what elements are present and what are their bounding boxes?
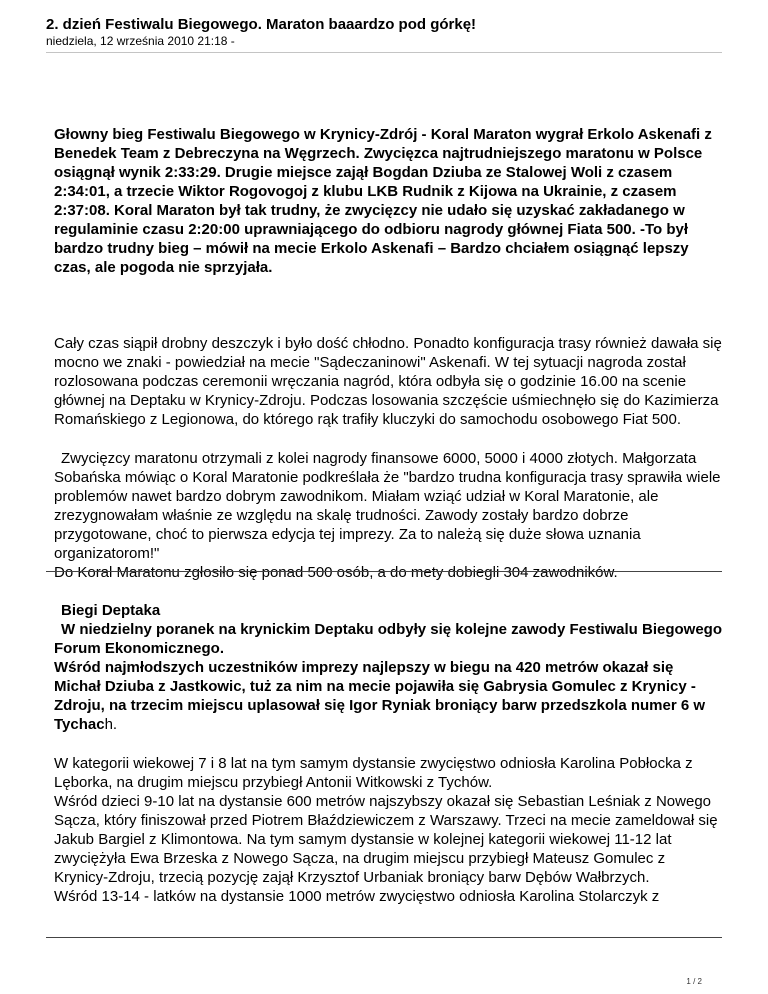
article-paragraph-1: Cały czas siąpił drobny deszczyk i było dość chłodno. Ponadto konfiguracja trasy również dawała się mocno we znaki - powiedział na mecie "Sądeczaninowi" Askenafi. W tej sytuacji nagroda został rozlosowana podczas ceremonii wręczania nagród, która odbyła się o godzinie 16.00 na scenie głównej na Deptaku w Krynicy-Zdroju. Podczas losowania szczęście uśmiechnęło się do Kazimierza Romańskiego z Legionowa, do którego rąk trafiły kluczyki do samochodu osobowego Fiat 500. bbox=[54, 335, 722, 428]
section-intro bbox=[54, 620, 722, 658]
section-intro-text: W niedzielny poranek na krynickim Deptaku odbyły się kolejne zawody Festiwalu Biegowego Forum Ekonomicznego. bbox=[54, 621, 723, 657]
paragraph-2-text: Zwycięzcy maratonu otrzymali z kolei nagrody finansowe 6000, 5000 i 4000 złotych. Małgorzata Sobańska mówiąc o Koral Maratonie podkreślała że "bardzo trudna konfiguracja trasy sprawiła wiele problemów nawet bardzo dobrym zawodnikom. Miałam wziąć udział w Koral Maratonie, ale zrezygnowałam właśnie ze względu na skalę trudności. Zawody zostały bardzo dobrze przygotowane, choć to pierwsza edycja tej imprezy. Za to należą się duże słowa uznania organizatorom!" bbox=[54, 450, 721, 562]
paragraph-2-last-line: Do Koral Maratonu zgłosiło się ponad 500 osób, a do mety dobiegli 304 zawodników. bbox=[54, 564, 618, 581]
footer-divider bbox=[46, 937, 722, 938]
article-body bbox=[54, 125, 722, 582]
document-header bbox=[46, 16, 722, 48]
section-results-youngest bbox=[54, 658, 722, 734]
results-7-8: W kategorii wiekowej 7 i 8 lat na tym samym dystansie zwycięstwo odniosła Karolina Pobłocka z Lęborka, na drugim miejscu przybiegł Antonii Witkowski z Tychów. bbox=[54, 755, 693, 791]
header-divider bbox=[46, 52, 722, 53]
section-divider bbox=[46, 571, 722, 572]
results-youngest-text: Wśród najmłodszych uczestników imprezy najlepszy w biegu na 420 metrów okazał się Michał Dziuba z Jastkowic, tuż za nim na mecie pojawiła się Gabrysia Gomulec z Krynicy -Zdroju, na trzecim miejscu uplasował się Igor Ryniak broniący barw przedszkola numer 6 w Tychac bbox=[54, 659, 706, 733]
results-9-12: Wśród dzieci 9-10 lat na dystansie 600 metrów najszybszy okazał się Sebastian Leśniak z Nowego Sącza, który finiszował przed Piotrem Błaździewiczem z Warszawy. Trzeci na mecie zameldował się Jakub Bargiel z Klimontowa. Na tym samym dystansie w kolejnej kategorii wiekowej 11-12 lat zwyciężyła Ewa Brzeska z Nowego Sącza, na drugim miejscu przybiegł Mateusz Gomulec z Krynicy-Zdroju, trzecią pozycję zajął Krzysztof Urbaniak broniący barw Dębów Wałbrzych. bbox=[54, 793, 718, 886]
results-youngest-tail: h. bbox=[104, 716, 118, 733]
page-title: 2. dzień Festiwalu Biegowego. Maraton baaardzo pod górkę! bbox=[46, 16, 477, 33]
section-biegi-deptaka bbox=[54, 601, 722, 906]
article-paragraph-2 bbox=[54, 449, 722, 582]
publish-date: niedziela, 12 września 2010 21:18 - bbox=[46, 34, 235, 48]
results-13-14: Wśród 13-14 - latków na dystansie 1000 metrów zwycięstwo odniosła Karolina Stolarczyk z bbox=[54, 888, 660, 905]
section-results-paragraph bbox=[54, 754, 722, 906]
page-number: 1 / 2 bbox=[686, 977, 702, 986]
section-heading bbox=[54, 601, 722, 620]
section-heading-text: Biegi Deptaka bbox=[61, 602, 161, 619]
article-lead: Głowny bieg Festiwalu Biegowego w Krynicy-Zdrój - Koral Maraton wygrał Erkolo Askenafi z Benedek Team z Debreczyna na Węgrzech. Zwycięzca najtrudniejszego maratonu w Polsce osiągnął wynik 2:33:29. Drugie miejsce zajął Bogdan Dziuba ze Stalowej Woli z czasem 2:34:01, a trzecie Wiktor Rogovogoj z klubu LKB Rudnik z Kijowa na Ukrainie, z czasem 2:37:08. Koral Maraton był tak trudny, że zwycięzcy nie udało się uzyskać zakładanego w regulaminie czasu 2:20:00 uprawniającego do odbioru nagrody głównej Fiata 500. -To był bardzo trudny bieg – mówił na mecie Erkolo Askenafi – Bardzo chciałem osiągnąć lepszy czas, ale pogoda nie sprzyjała. bbox=[54, 126, 712, 276]
